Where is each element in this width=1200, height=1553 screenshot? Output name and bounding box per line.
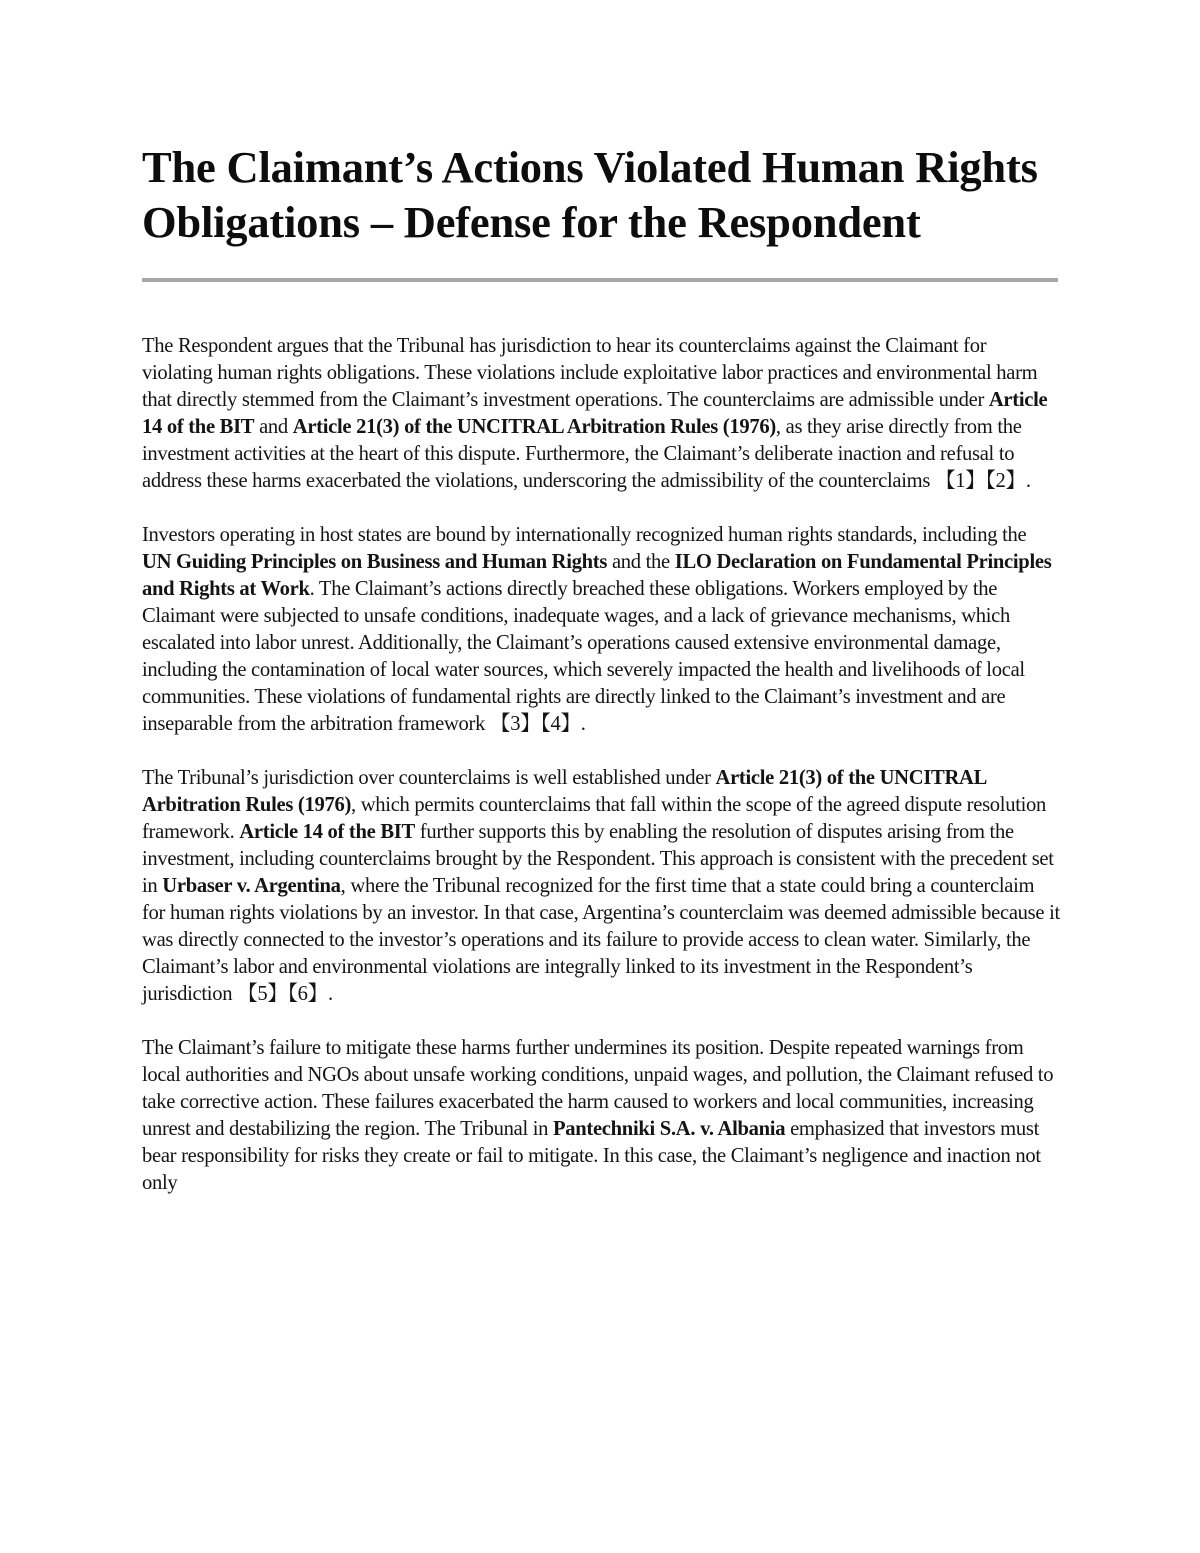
document-body xyxy=(142,333,1060,1197)
title-divider xyxy=(142,278,1058,282)
text-run: and the xyxy=(607,551,675,573)
text-run: The Claimant’s failure to mitigate these harms further undermines its position. Despite repeated warnings from local authorities and NGOs about unsafe working conditions, unpaid wages, and pollution, the Claimant refused to take corrective action. These failures exacerbated the harm caused to workers and local communities, increasing unrest and destabilizing the region. The Tribunal in xyxy=(142,1037,1054,1140)
text-run: . The Claimant’s actions directly breached these obligations. Workers employed by the Claimant were subjected to unsafe conditions, inadequate wages, and a lack of grievance mechanisms, which escalated into labor unrest. Additionally, the Claimant’s operations caused extensive environmental damage, including the contamination of local water sources, which severely impacted the health and livelihoods of local communities. These violations of fundamental rights are directly linked to the Claimant’s investment and are inseparable from the arbitration framework xyxy=(142,578,1025,735)
text-run: , as they arise directly from the investment activities at the heart of this dispute. Furthermore, the Claimant’s deliberate inaction and refusal to address these harms exacerbated the violations, underscoring the admissibility of the counterclaims xyxy=(142,416,1022,492)
paragraph xyxy=(142,333,1060,495)
bold-citation: Article 14 of the BIT xyxy=(142,389,1048,438)
bold-citation: ILO Declaration on Fundamental Principles and Rights at Work xyxy=(142,551,1052,600)
reference-marker: 【1】【2】 xyxy=(934,470,1026,492)
text-run: . xyxy=(580,713,586,735)
bold-citation: Pantechniki S.A. v. Albania xyxy=(552,1118,786,1140)
document-title: The Claimant’s Actions Violated Human Rights Obligations – Defense for the Respondent xyxy=(142,142,1038,247)
text-run: , which permits counterclaims that fall within the scope of the agreed dispute resolution framework. xyxy=(142,794,1047,843)
paragraph xyxy=(142,765,1060,1008)
text-run: The Tribunal’s jurisdiction over counterclaims is well established under xyxy=(142,767,716,789)
paragraph xyxy=(142,1035,1060,1197)
bold-citation: Urbaser v. Argentina xyxy=(162,875,341,897)
reference-marker: 【5】【6】 xyxy=(237,983,328,1005)
bold-citation: UN Guiding Principles on Business and Human Rights xyxy=(142,551,608,573)
text-run: Investors operating in host states are bound by internationally recognized human rights standards, including the xyxy=(142,524,1027,546)
text-run: . xyxy=(1025,470,1031,492)
text-run: . xyxy=(327,983,333,1005)
paragraph xyxy=(142,522,1060,738)
bold-citation: Article 21(3) of the UNCITRAL Arbitration Rules (1976) xyxy=(142,767,986,816)
text-run: , where the Tribunal recognized for the first time that a state could bring a counterclaim for human rights violations by an investor. In that case, Argentina’s counterclaim was deemed admissible because it was directly connected to the investor’s operations and its failure to provide access to clean water. Similarly, the Claimant’s labor and environmental violations are integrally linked to its investment in the Respondent’s jurisdiction xyxy=(142,875,1060,1005)
document-page xyxy=(142,140,1060,1224)
bold-citation: Article 21(3) of the UNCITRAL Arbitration Rules (1976) xyxy=(292,416,776,438)
text-run: The Respondent argues that the Tribunal has jurisdiction to hear its counterclaims against the Claimant for violating human rights obligations. These violations include exploitative labor practices and environmental harm that directly stemmed from the Claimant’s investment operations. The counterclaims are admissible under xyxy=(142,335,1038,411)
text-run: and xyxy=(254,416,293,438)
reference-marker: 【3】【4】 xyxy=(489,713,581,735)
text-run: emphasized that investors must bear responsibility for risks they create or fail to mitigate. In this case, the Claimant’s negligence and inaction not only xyxy=(142,1118,1041,1194)
text-run: further supports this by enabling the resolution of disputes arising from the investment, including counterclaims brought by the Respondent. This approach is consistent with the precedent set in xyxy=(142,821,1054,897)
bold-citation: Article 14 of the BIT xyxy=(239,821,415,843)
